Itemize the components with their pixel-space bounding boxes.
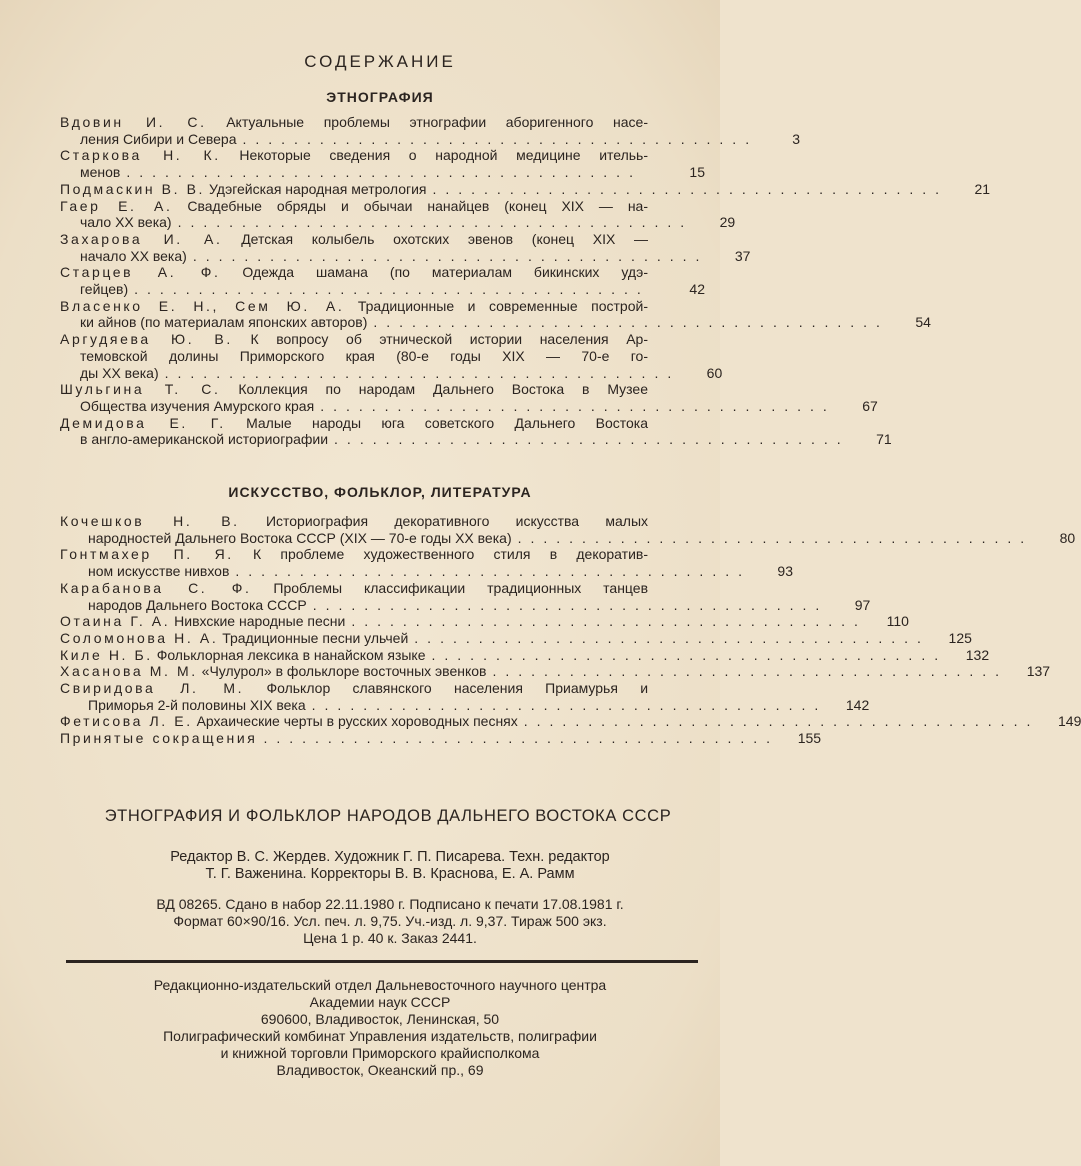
toc-art-folklore [60, 513, 1081, 747]
entry-title: чало XX века) [80, 214, 172, 231]
credits [50, 849, 730, 883]
entry-text [60, 713, 518, 730]
publisher-line: Владивосток, Океанский пр., 69 [276, 1062, 484, 1078]
entry-page-number: 15 [689, 164, 705, 181]
entry-text [60, 563, 229, 580]
toc-entry-line [60, 298, 705, 315]
entry-text [60, 331, 648, 348]
entry-author: Отаина Г. А. [60, 613, 171, 630]
entry-text [60, 264, 648, 281]
entry-title: народов Дальнего Востока СССР [88, 596, 307, 613]
toc-entry-line [60, 680, 705, 697]
entry-title: ном искусстве нивхов [88, 563, 230, 580]
entry-page-number: 60 [706, 364, 723, 381]
entry-text [60, 231, 648, 248]
dot-leader: ........................................ [192, 247, 709, 264]
entry-title: Архаические черты в русских хороводных песнях [196, 713, 518, 730]
toc-entry [60, 629, 972, 647]
entry-text [60, 314, 367, 331]
publisher-info [40, 977, 720, 1079]
entry-author: Фетисова Л. Е. [60, 713, 193, 730]
entry-title: Свадебные обряды и обычаи нанайцев (конец XIX — на- [187, 197, 649, 214]
entry-author: Кочешков Н. В. [60, 513, 240, 529]
entry-page-number: 80 [1059, 529, 1076, 546]
entry-title: Актуальные проблемы этнографии аборигенного насе- [226, 114, 648, 130]
publisher-line: Редакционно-издательский отдел Дальневосточного научного центра [153, 977, 607, 993]
toc-entry-line [60, 114, 705, 131]
entry-text [60, 647, 426, 664]
book-title: ЭТНОГРАФИЯ И ФОЛЬКЛОР НАРОДОВ ДАЛЬНЕГО ВОСТОКА СССР [104, 807, 672, 825]
entry-page-number: 93 [777, 563, 793, 580]
entry-text [60, 281, 128, 298]
toc-entry-line [60, 364, 723, 382]
entry-title: начало XX века) [80, 247, 187, 264]
toc-entry [60, 546, 793, 580]
entry-title: Традиционные и современные построй- [357, 297, 648, 314]
entry-text [60, 530, 512, 547]
toc-entry [60, 414, 892, 448]
dot-leader: ........................................ [126, 164, 642, 181]
toc-entry-line [60, 663, 1051, 680]
entry-page-number: 132 [965, 646, 990, 663]
entry-author: Хасанова М. М. [60, 663, 198, 680]
toc-entry-line [60, 415, 705, 432]
entry-author: Вдовин И. С. [60, 114, 207, 130]
entry-text [60, 214, 172, 231]
entry-text [60, 164, 120, 181]
divider-rule [66, 960, 698, 963]
entry-text [60, 431, 328, 448]
entry-title: темовской долины Приморского края (80-е годы XIX — 70-е го- [80, 347, 648, 364]
toc-entry-line [60, 431, 892, 448]
entry-author: Гаер Е. А. [60, 197, 173, 214]
entry-author: Киле Н. Б. [60, 646, 153, 663]
entry-title: менов [80, 164, 121, 181]
toc-entry-line [60, 397, 878, 415]
credits-line: Редактор В. С. Жердев. Художник Г. П. Писарева. Техн. редактор [170, 849, 610, 865]
entry-text [60, 131, 237, 148]
publisher-line: 690600, Владивосток, Ленинская, 50 [260, 1011, 500, 1027]
entry-title: Нивхские народные песни [174, 613, 346, 630]
dot-leader: ........................................ [312, 596, 829, 613]
entry-author: Старцев А. Ф. [60, 264, 221, 281]
technical-info [50, 896, 730, 947]
entry-author: Подмаскин В. В. [60, 180, 206, 197]
dot-leader: ........................................ [517, 529, 1034, 546]
dot-leader: ........................................ [351, 613, 867, 630]
tech-line: ВД 08265. Сдано в набор 22.11.1980 г. Подписано к печати 17.08.1981 г. [156, 896, 624, 912]
toc-entry-line [60, 646, 990, 664]
entry-text [60, 613, 345, 630]
toc-entry-line [60, 247, 751, 265]
entry-title: Проблемы классификации традиционных танцев [273, 579, 649, 596]
toc-entry-line [60, 348, 705, 365]
entry-page-number: 67 [862, 397, 878, 414]
entry-title: ления Сибири и Севера [80, 130, 237, 147]
toc-entry [60, 680, 870, 713]
entry-text [60, 198, 648, 215]
entry-page-number: 137 [1026, 663, 1051, 680]
toc-entry-line [60, 596, 871, 614]
toc-entry-line [60, 381, 705, 398]
entry-text [60, 546, 648, 563]
dot-leader: ........................................ [432, 180, 949, 197]
toc-entry [60, 613, 909, 630]
entry-title: ды XX века) [80, 364, 159, 381]
toc-entry [60, 663, 1051, 680]
entry-author: Старкова Н. К. [60, 147, 221, 164]
dot-leader: ........................................ [414, 629, 930, 646]
dot-leader: ........................................ [492, 663, 1009, 680]
entry-author: Соломонова Н. А. [60, 629, 219, 646]
entry-text [60, 365, 159, 382]
entry-text [60, 513, 648, 530]
entry-text [60, 663, 486, 680]
toc-entry [60, 264, 705, 297]
contents-title: СОДЕРЖАНИЕ [304, 52, 456, 71]
dot-leader: ........................................ [311, 696, 828, 713]
toc-entry-line [60, 281, 705, 298]
dot-leader: ........................................ [373, 314, 889, 331]
entry-title: гейцев) [80, 281, 129, 298]
entry-author: Свиридова Л. М. [60, 680, 245, 697]
entry-page-number: 29 [719, 214, 736, 231]
entry-title: Историография декоративного искусства малых [265, 513, 649, 529]
entry-text [60, 597, 307, 614]
tech-line: Цена 1 р. 40 к. Заказ 2441. [303, 930, 477, 946]
entry-title: в англо-американской историографии [80, 431, 329, 448]
entry-title: Удэгейская народная метрология [208, 180, 427, 197]
toc-entry [60, 297, 931, 331]
toc-entry [60, 730, 822, 747]
toc-entry [60, 230, 751, 264]
dot-leader: ........................................ [177, 214, 694, 231]
entry-page-number: 149 [1058, 713, 1081, 730]
entry-author: Карабанова С. Ф. [60, 579, 252, 596]
toc-entry-line [60, 147, 705, 164]
entry-title: Традиционные песни ульчей [222, 629, 409, 646]
dot-leader: ........................................ [334, 431, 850, 448]
toc-entry-line [60, 580, 705, 597]
entry-title: Фольклорная лексика в нанайском языке [156, 646, 426, 663]
section-heading-art-folklore: ИСКУССТВО, ФОЛЬКЛОР, ЛИТЕРАТУРА [228, 484, 532, 500]
entry-text [60, 298, 648, 315]
entry-title: «Чулурол» в фольклоре восточных эвенков [201, 663, 487, 680]
toc-entry [60, 331, 723, 381]
toc-entry-line [60, 264, 705, 281]
entry-title: ки айнов (по материалам японских авторов) [80, 314, 368, 331]
entry-page-number: 3 [792, 130, 801, 147]
entry-text [60, 114, 648, 131]
entry-text [60, 680, 648, 697]
toc-entry-line [60, 629, 972, 647]
entry-author: Власенко Е. Н., Сем Ю. А. [60, 297, 345, 314]
entry-text [60, 248, 187, 265]
entry-text [60, 181, 426, 198]
dot-leader: ........................................ [134, 281, 650, 298]
entry-page-number: 42 [689, 281, 705, 298]
entry-title: Приморья 2-й половины XIX века [88, 696, 306, 713]
publisher-line: Академии наук СССР [309, 994, 451, 1010]
entry-title: К вопросу об этнической истории населения Ар- [250, 331, 649, 348]
toc-ethnography [60, 114, 991, 448]
entry-title: Малые народы юга советского Дальнего Востока [246, 414, 649, 431]
toc-entry [60, 513, 1076, 546]
entry-text [60, 580, 648, 597]
tech-line: Формат 60×90/16. Усл. печ. л. 9,75. Уч.-изд. л. 9,37. Тираж 500 экз. [173, 913, 607, 929]
toc-entry-line [60, 231, 705, 248]
entry-page-number: 142 [845, 696, 870, 713]
toc-entry-line [60, 513, 705, 530]
entry-title: народностей Дальнего Востока СССР (XIX — 70-е годы XX века) [88, 529, 512, 546]
entry-page-number: 155 [797, 730, 822, 747]
entry-title: Общества изучения Амурского края [80, 397, 315, 414]
dot-leader: ........................................ [235, 563, 751, 580]
toc-entry-line [60, 180, 991, 198]
dot-leader: ........................................ [320, 397, 836, 414]
entry-title: Коллекция по народам Дальнего Востока в Музее [238, 381, 649, 398]
toc-entry [60, 713, 1081, 730]
entry-text [60, 730, 257, 747]
entry-title: Некоторые сведения о народной медицине ительь- [239, 147, 649, 164]
toc-entry [60, 381, 878, 414]
publisher-line: Полиграфический комбинат Управления издательств, полиграфии [163, 1028, 597, 1044]
toc-entry [60, 579, 871, 613]
credits-line: Т. Г. Важенина. Корректоры В. В. Краснова, Е. А. Рамм [205, 866, 575, 882]
entry-author: Принятые сокращения [60, 730, 258, 747]
entry-text [60, 697, 306, 714]
toc-entry [60, 114, 801, 147]
toc-entry-line [60, 730, 822, 747]
entry-title: Одежда шамана (по материалам бикинских удэ- [242, 264, 648, 281]
dot-leader: ........................................ [263, 730, 780, 747]
toc-entry-line [60, 529, 1076, 547]
dot-leader: ........................................ [523, 713, 1040, 730]
entry-title: Детская колыбель охотских эвенов (конец XIX — [241, 230, 649, 247]
toc-entry-line [60, 214, 736, 231]
toc-entry-line [60, 696, 870, 714]
entry-text [60, 398, 314, 415]
entry-text [60, 147, 648, 164]
entry-page-number: 71 [876, 431, 892, 448]
toc-entry-line [60, 331, 705, 348]
entry-page-number: 54 [915, 314, 931, 331]
toc-entry [60, 147, 705, 180]
entry-title: Фольклор славянского населения Приамурья и [266, 680, 649, 697]
entry-text [60, 630, 408, 647]
toc-entry-line [60, 164, 705, 181]
entry-page-number: 21 [974, 180, 991, 197]
entry-author: Шульгина Т. С. [60, 381, 221, 398]
entry-title: К проблеме художественного стиля в декоратив- [253, 546, 648, 563]
publisher-line: и книжной торговли Приморского крайисполкома [220, 1045, 540, 1061]
dot-leader: ........................................ [164, 364, 681, 381]
entry-page-number: 97 [854, 596, 871, 613]
entry-text [60, 348, 648, 365]
entry-text [60, 415, 648, 432]
entry-author: Захарова И. А. [60, 230, 223, 247]
toc-entry [60, 197, 736, 231]
entry-author: Аргудяева Ю. В. [60, 331, 233, 348]
entry-author: Гонтмахер П. Я. [60, 546, 234, 563]
toc-entry-line [60, 198, 705, 215]
toc-entry-line [60, 563, 793, 580]
entry-author: Демидова Е. Г. [60, 414, 226, 431]
toc-entry-line [60, 314, 931, 331]
entry-page-number: 37 [734, 247, 751, 264]
dot-leader: ........................................ [242, 130, 759, 147]
toc-entry-line [60, 613, 909, 630]
toc-entry-line [60, 546, 705, 563]
entry-page-number: 125 [948, 629, 972, 646]
section-heading-ethnography: ЭТНОГРАФИЯ [326, 89, 434, 105]
toc-entry [60, 646, 990, 664]
dot-leader: ........................................ [431, 646, 948, 663]
entry-text [60, 381, 648, 398]
toc-entry-line [60, 713, 1081, 730]
entry-page-number: 110 [886, 613, 909, 630]
toc-entry-line [60, 130, 801, 148]
toc-entry [60, 180, 991, 198]
